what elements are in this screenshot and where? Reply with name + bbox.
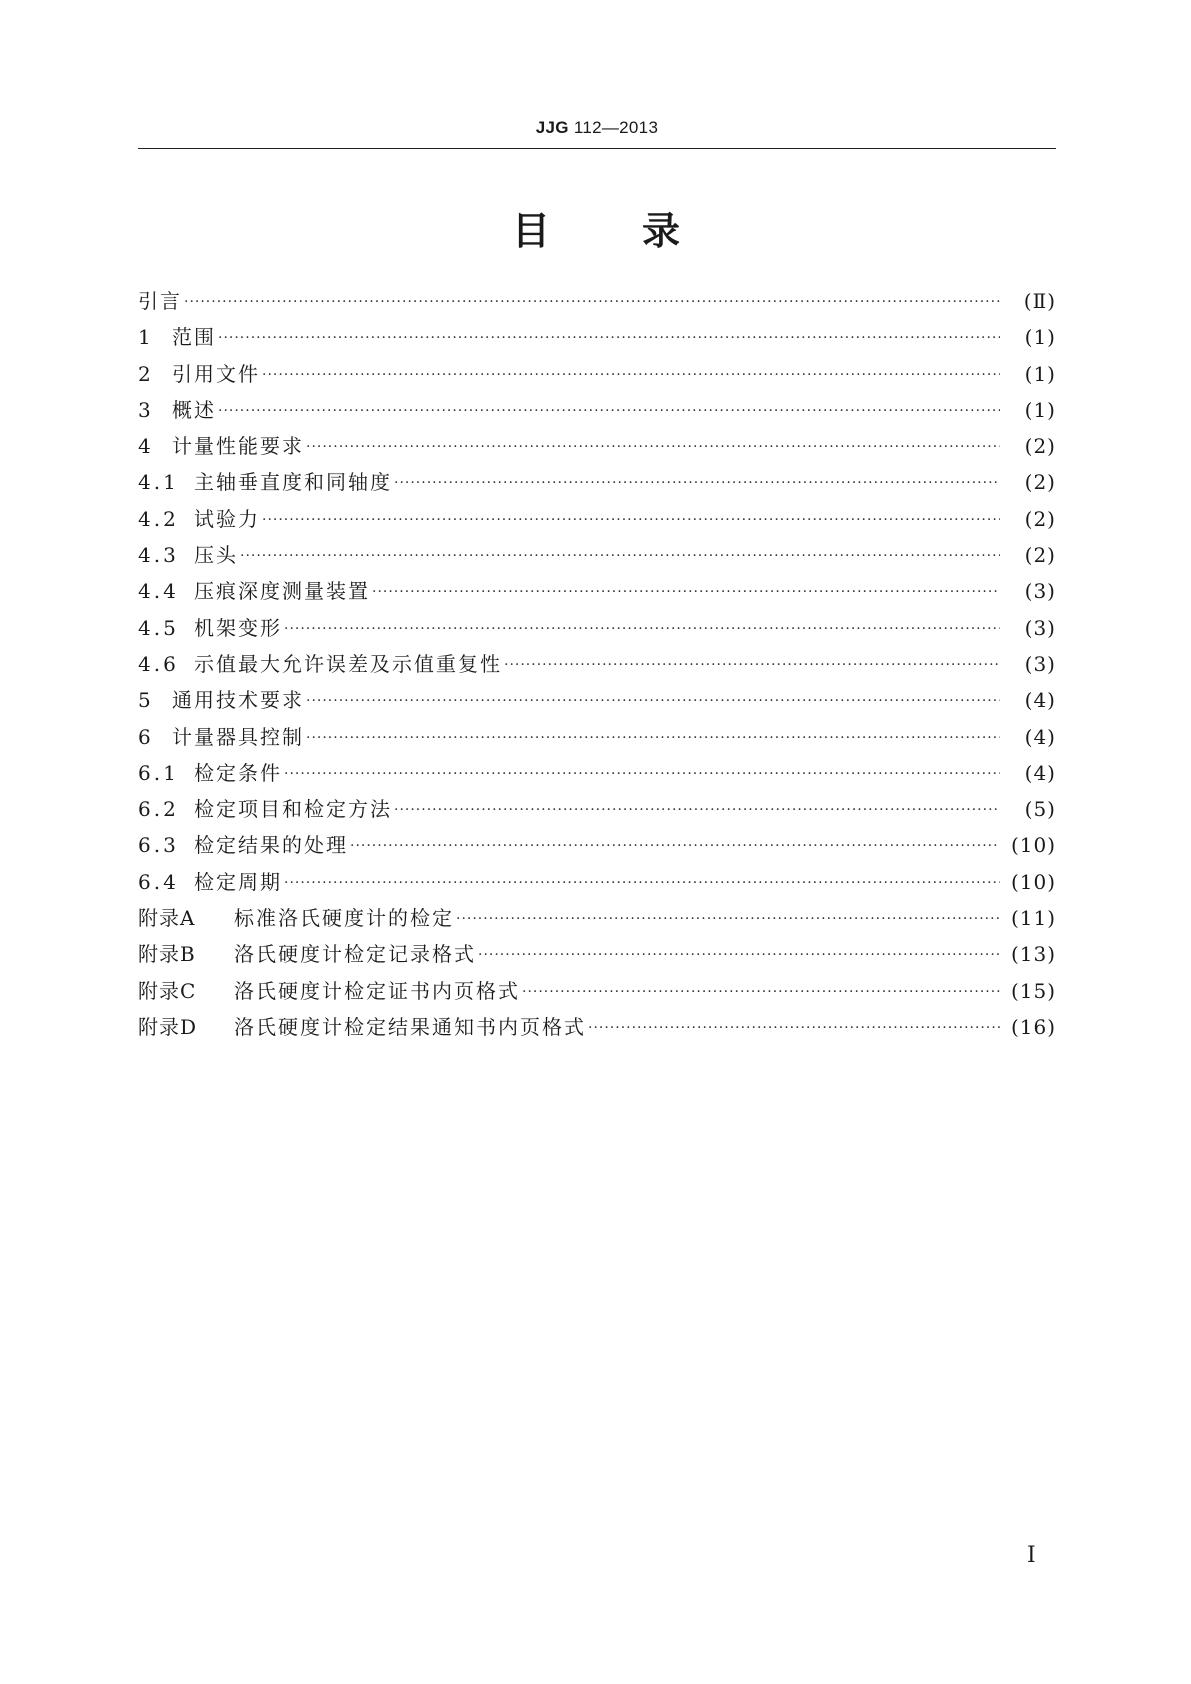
toc-leader-dots	[284, 868, 1000, 898]
toc-entry-label: 通用技术要求	[172, 688, 304, 713]
toc-entry-number: 附录D	[138, 1014, 198, 1039]
toc-entry-number: 4.2	[138, 506, 179, 531]
toc-entry[interactable]	[138, 467, 1056, 503]
toc-entry[interactable]	[138, 613, 1056, 649]
toc-entry-page: (13)	[1010, 942, 1056, 967]
toc-leader-dots	[284, 614, 1000, 644]
toc-entry-label: 引用文件	[172, 361, 260, 386]
toc-entry-page: (11)	[1010, 906, 1056, 931]
toc-entry-page: (1)	[1024, 361, 1056, 386]
header-rule	[138, 148, 1056, 149]
toc-entry[interactable]	[138, 685, 1056, 721]
toc-leader-dots	[372, 577, 1000, 607]
toc-leader-dots	[306, 432, 1000, 462]
toc-entry-number: 6.4	[138, 869, 179, 894]
title-char-1: 目	[511, 209, 552, 253]
toc-entry-number: 附录B	[138, 942, 196, 967]
toc-entry-number: 6.3	[138, 833, 179, 858]
toc-entry-label: 检定周期	[194, 869, 282, 894]
standard-code: JJG	[535, 118, 569, 137]
standard-number: 112—2013	[573, 118, 659, 137]
toc-leader-dots	[394, 468, 1000, 498]
toc-entry-label: 试验力	[194, 506, 260, 531]
toc-entry-number: 4.4	[138, 579, 179, 604]
toc-entry-label: 压痕深度测量装置	[194, 579, 370, 604]
toc-leader-dots	[184, 287, 1000, 317]
toc-entry[interactable]	[138, 939, 1056, 975]
toc-entry-number: 4	[138, 434, 154, 459]
toc-entry[interactable]	[138, 903, 1056, 939]
toc-leader-dots	[240, 541, 1000, 571]
toc-leader-dots	[478, 940, 1000, 970]
toc-entry-page: (3)	[1024, 579, 1056, 604]
toc-entry-page: (4)	[1024, 724, 1056, 749]
page-title	[138, 200, 1056, 255]
toc-entry-label: 洛氏硬度计检定证书内页格式	[234, 978, 520, 1003]
toc-entry-page: (5)	[1024, 797, 1056, 822]
toc-entry-label: 示值最大允许误差及示值重复性	[194, 651, 502, 676]
toc-leader-dots	[306, 686, 1000, 716]
toc-entry[interactable]	[138, 576, 1056, 612]
toc-entry-label: 洛氏硬度计检定记录格式	[234, 942, 476, 967]
toc-leader-dots	[588, 1013, 1000, 1043]
toc-entry-number: 附录C	[138, 978, 197, 1003]
toc-entry-label: 计量性能要求	[172, 434, 304, 459]
toc-entry-label: 洛氏硬度计检定结果通知书内页格式	[234, 1014, 586, 1039]
toc-entry-page: (10)	[1010, 833, 1056, 858]
toc-leader-dots	[262, 505, 1000, 535]
toc-leader-dots	[306, 723, 1000, 753]
running-header	[138, 118, 1056, 138]
toc-entry[interactable]	[138, 286, 1056, 322]
toc-leader-dots	[504, 650, 1000, 680]
toc-entry[interactable]	[138, 722, 1056, 758]
toc-entry-page: (10)	[1010, 869, 1056, 894]
toc-entry-page: (16)	[1010, 1014, 1056, 1039]
toc-entry-number: 6	[138, 724, 154, 749]
toc-entry[interactable]	[138, 830, 1056, 866]
toc-entry-label: 标准洛氏硬度计的检定	[234, 906, 454, 931]
page-number: Ⅰ	[1027, 1543, 1036, 1568]
toc-entry-page: (4)	[1024, 760, 1056, 785]
toc-entry-label: 机架变形	[194, 615, 282, 640]
toc-entry-number: 4.6	[138, 651, 179, 676]
toc-leader-dots	[218, 396, 1000, 426]
toc-entry-page: (2)	[1024, 434, 1056, 459]
toc-entry-label: 主轴垂直度和同轴度	[194, 470, 392, 495]
toc-entry-label: 引言	[138, 289, 182, 313]
toc-entry-page: (4)	[1024, 688, 1056, 713]
toc-entry-number: 3	[138, 397, 154, 422]
toc-entry-number: 1	[138, 325, 154, 350]
toc-entry-label: 检定结果的处理	[194, 833, 348, 858]
toc-entry-number: 6.1	[138, 760, 179, 785]
toc-entry-label: 计量器具控制	[172, 724, 304, 749]
toc-entry[interactable]	[138, 504, 1056, 540]
toc-entry-label: 范围	[172, 325, 216, 350]
toc-entry-page: (Ⅱ)	[1023, 289, 1056, 313]
table-of-contents	[138, 286, 1056, 1048]
toc-entry-page: (15)	[1010, 978, 1056, 1003]
toc-leader-dots	[456, 904, 1000, 934]
toc-entry-page: (3)	[1024, 651, 1056, 676]
toc-entry[interactable]	[138, 976, 1056, 1012]
toc-entry-label: 概述	[172, 397, 216, 422]
toc-leader-dots	[350, 831, 1000, 861]
toc-entry[interactable]	[138, 867, 1056, 903]
toc-entry[interactable]	[138, 359, 1056, 395]
toc-entry-number: 4.3	[138, 543, 179, 568]
toc-entry-page: (3)	[1024, 615, 1056, 640]
toc-entry[interactable]	[138, 431, 1056, 467]
toc-entry[interactable]	[138, 395, 1056, 431]
title-char-2: 录	[642, 209, 683, 253]
toc-leader-dots	[394, 795, 1000, 825]
toc-entry-page: (2)	[1024, 470, 1056, 495]
toc-leader-dots	[284, 759, 1000, 789]
toc-leader-dots	[522, 977, 1000, 1007]
toc-entry-page: (1)	[1024, 397, 1056, 422]
toc-entry-page: (1)	[1024, 325, 1056, 350]
toc-entry-number: 附录A	[138, 906, 196, 931]
toc-entry[interactable]	[138, 649, 1056, 685]
toc-entry-label: 检定条件	[194, 760, 282, 785]
toc-entry[interactable]	[138, 1012, 1056, 1048]
toc-entry[interactable]	[138, 540, 1056, 576]
toc-entry-page: (2)	[1024, 543, 1056, 568]
toc-entry[interactable]	[138, 758, 1056, 794]
toc-entry-number: 6.2	[138, 797, 179, 822]
toc-entry-label: 压头	[194, 543, 238, 568]
toc-entry-page: (2)	[1024, 506, 1056, 531]
toc-entry[interactable]	[138, 322, 1056, 358]
toc-entry-number: 4.1	[138, 470, 179, 495]
toc-entry-number: 2	[138, 361, 154, 386]
toc-entry-label: 检定项目和检定方法	[194, 797, 392, 822]
toc-entry-number: 4.5	[138, 615, 179, 640]
toc-entry-number: 5	[138, 688, 154, 713]
toc-leader-dots	[262, 360, 1000, 390]
toc-entry[interactable]	[138, 794, 1056, 830]
toc-leader-dots	[218, 323, 1000, 353]
